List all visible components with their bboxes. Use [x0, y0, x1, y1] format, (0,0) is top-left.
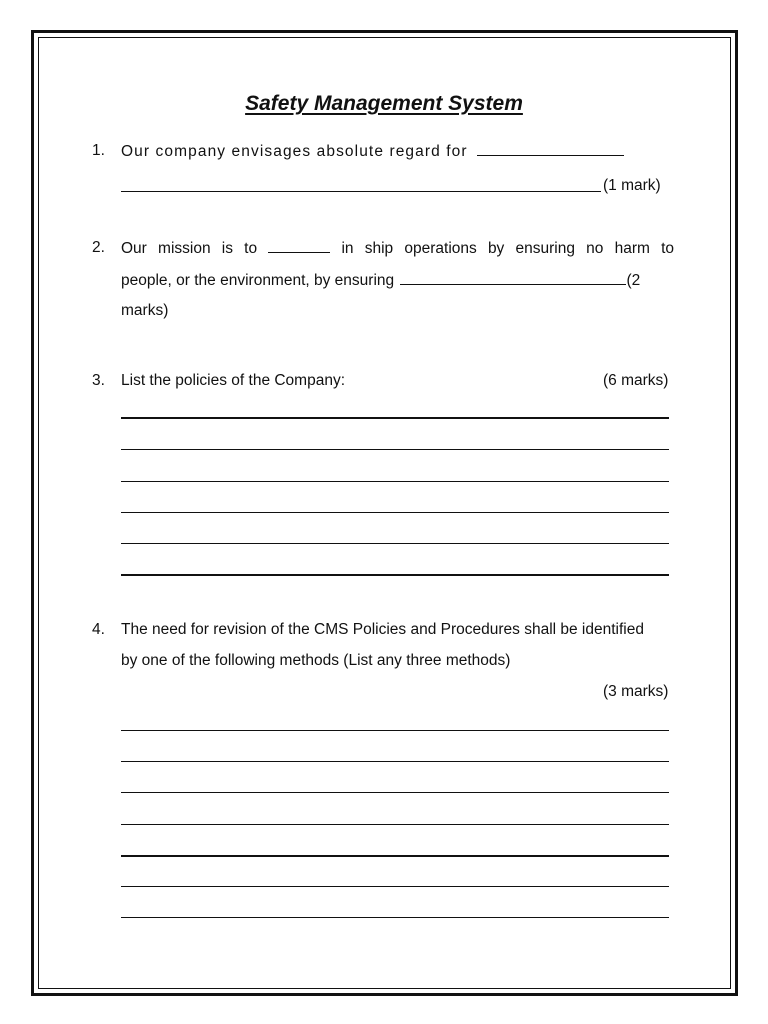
q1-text [121, 141, 624, 162]
q1-answer-blank-1[interactable] [477, 141, 624, 156]
q3-answer-line-3[interactable] [121, 481, 669, 482]
q4-answer-line-3[interactable] [121, 792, 669, 793]
q4-answer-line-2[interactable] [121, 761, 669, 762]
q4-line-1: The need for revision of the CMS Policies and Procedures shall be identified [121, 621, 644, 638]
q1-answer-blank-2[interactable] [121, 191, 601, 192]
q2-marks-b: marks) [121, 302, 169, 319]
q2-answer-blank-2[interactable] [400, 270, 626, 285]
q2-part3: people, or the environment, by ensuring [121, 272, 395, 289]
q3-answer-line-1[interactable] [121, 417, 669, 419]
q2-marks-a: (2 [626, 272, 641, 289]
q2-part1: Our mission is to [121, 240, 258, 257]
q3-answer-line-4[interactable] [121, 512, 669, 513]
q1-prompt: Our company envisages absolute regard for [121, 143, 468, 160]
q1-marks: (1 mark) [603, 177, 661, 194]
document-title: Safety Management System [245, 92, 523, 115]
q3-answer-line-2[interactable] [121, 449, 669, 450]
q4-marks: (3 marks) [603, 683, 669, 700]
q2-number: 2. [92, 239, 105, 256]
q4-answer-line-4[interactable] [121, 824, 669, 825]
q4-line-2: by one of the following methods (List any three methods) [121, 652, 511, 669]
q3-marks: (6 marks) [603, 372, 669, 389]
q2-part2: in ship operations by ensuring no harm to [341, 240, 675, 257]
q2-line-2 [121, 270, 640, 291]
q4-answer-line-7[interactable] [121, 917, 669, 918]
q4-answer-line-5[interactable] [121, 855, 669, 857]
q3-answer-line-6[interactable] [121, 574, 669, 576]
q2-answer-blank-1[interactable] [268, 238, 330, 253]
q1-number: 1. [92, 142, 105, 159]
q4-number: 4. [92, 621, 105, 638]
q4-answer-line-6[interactable] [121, 886, 669, 887]
q4-answer-line-1[interactable] [121, 730, 669, 731]
q3-number: 3. [92, 372, 105, 389]
q2-line-1 [121, 238, 674, 259]
q3-text: List the policies of the Company: [121, 372, 346, 389]
q3-answer-line-5[interactable] [121, 543, 669, 544]
